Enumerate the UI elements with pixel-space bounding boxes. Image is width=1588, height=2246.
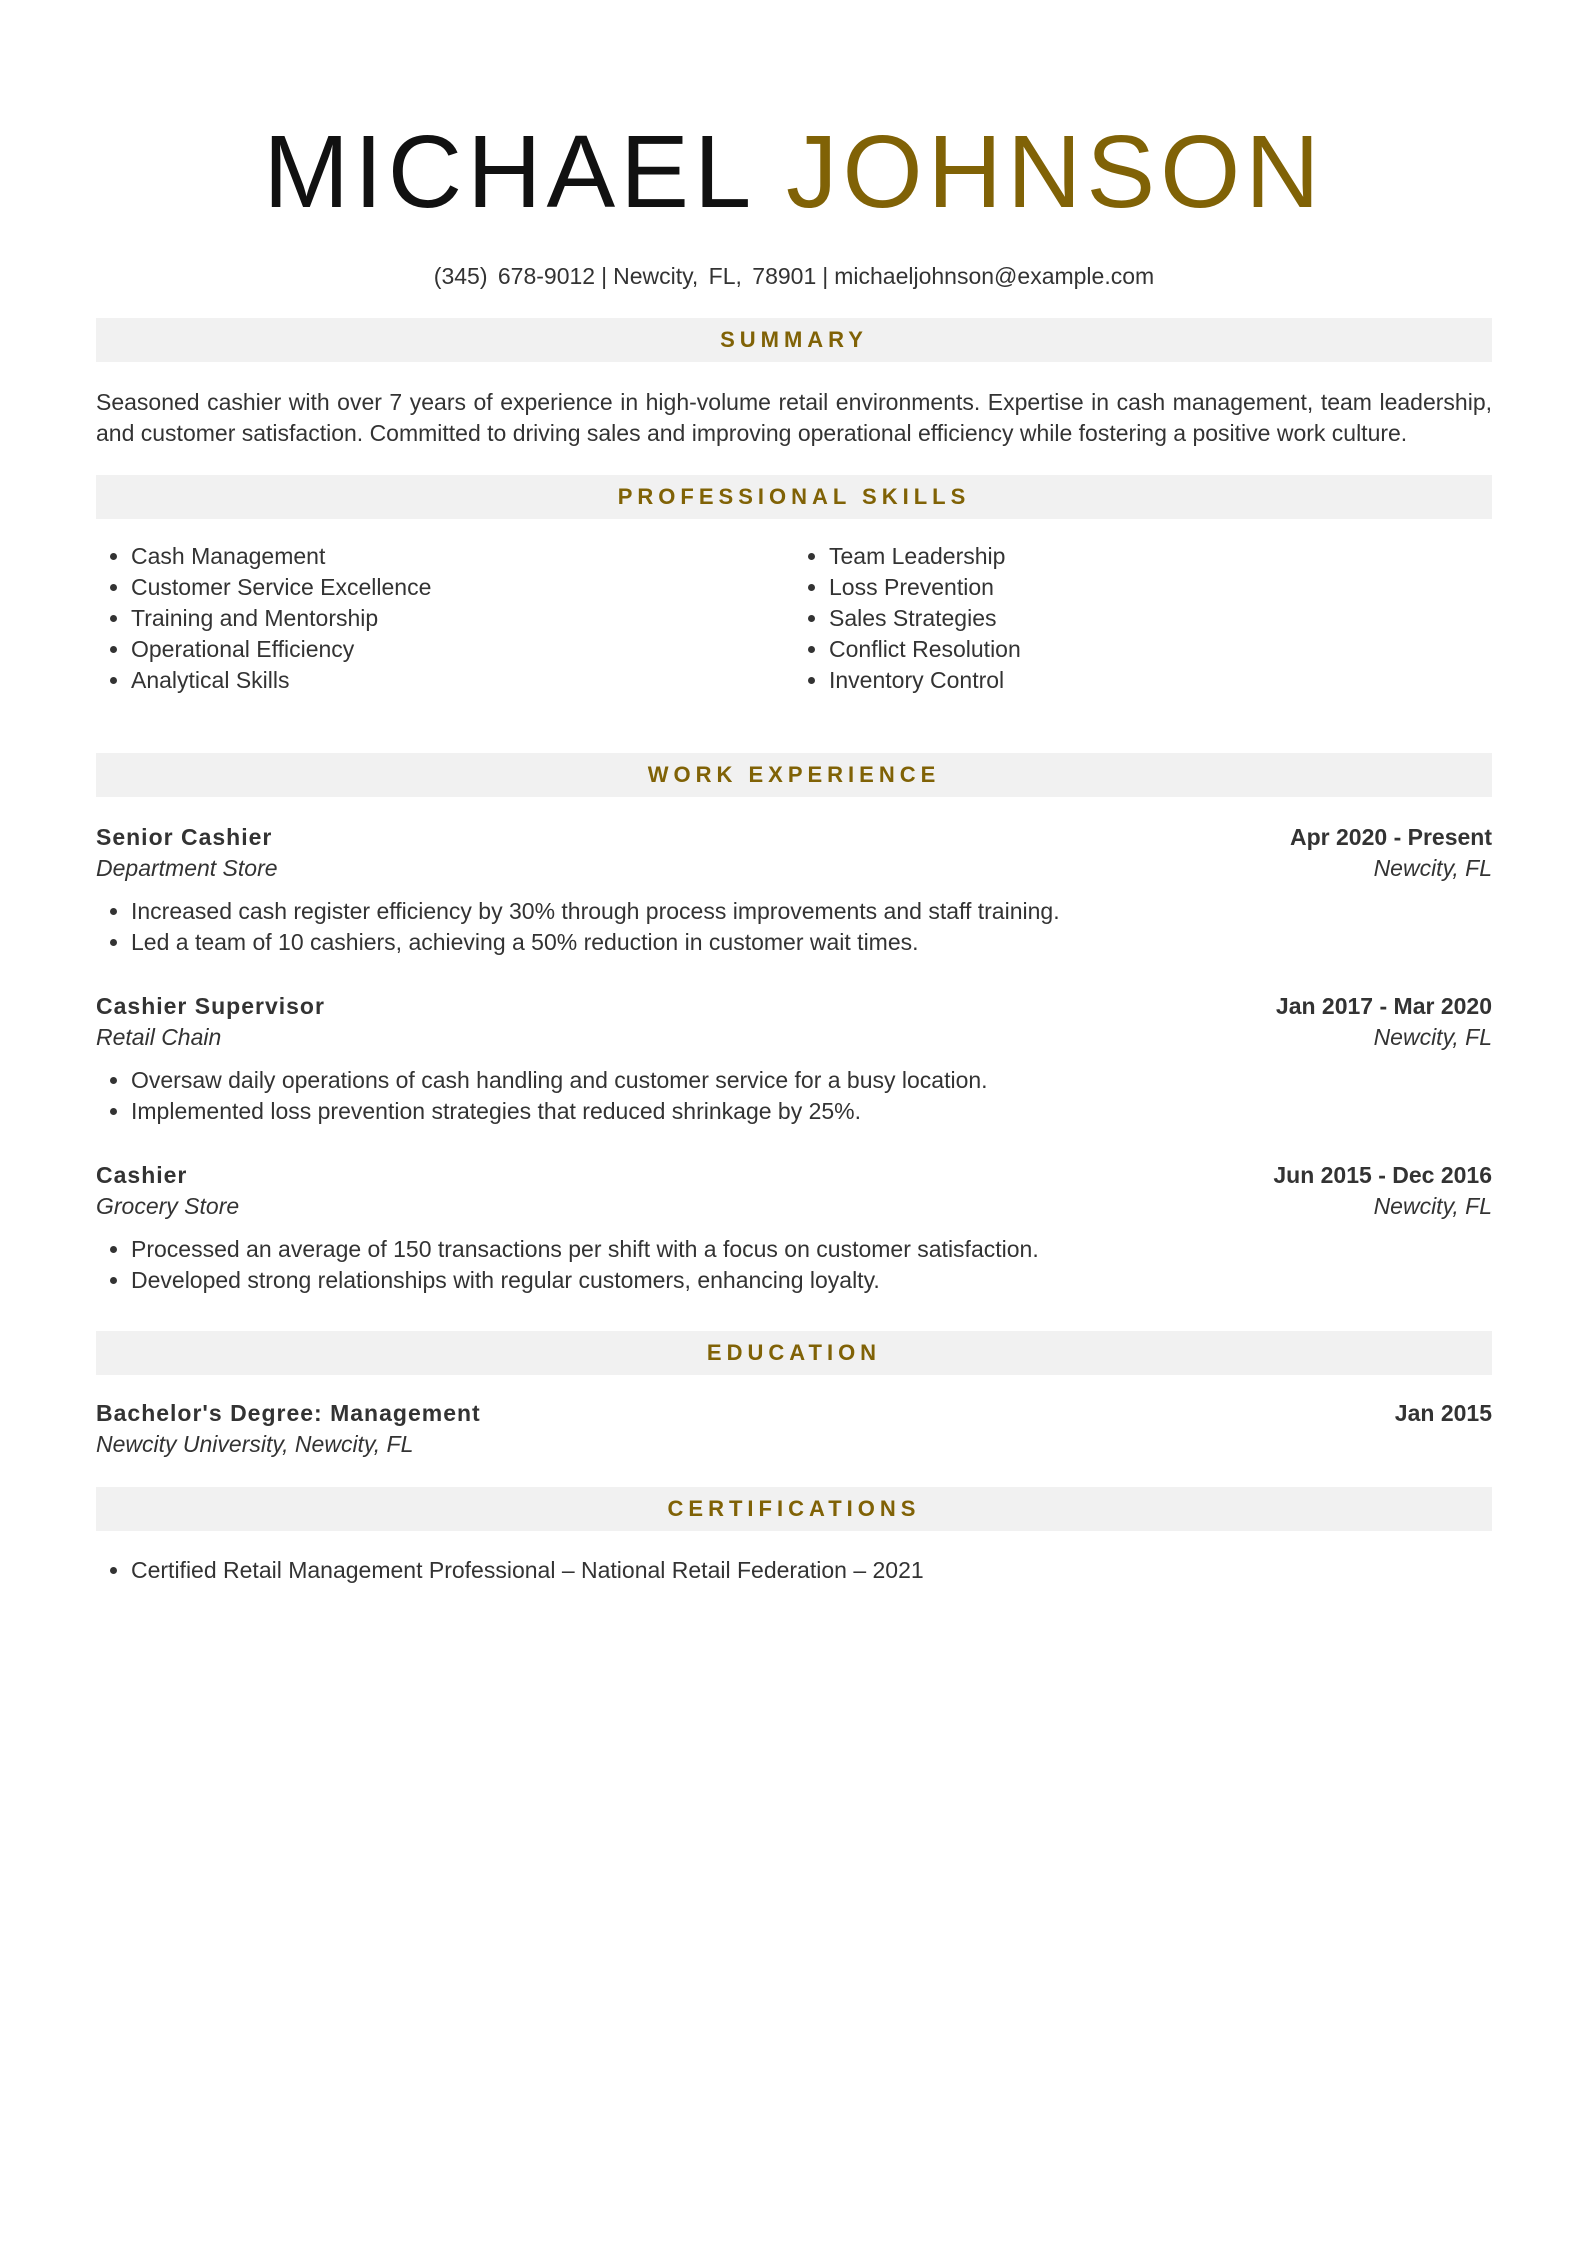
skill-item: • Sales Strategies (829, 603, 1492, 634)
candidate-name (96, 0, 1492, 229)
skill-item: • Training and Mentorship (131, 603, 794, 634)
skill-item: • Inventory Control (829, 665, 1492, 696)
school: Newcity University, Newcity, FL (96, 1431, 414, 1457)
skill-item: • Conflict Resolution (829, 634, 1492, 665)
job-title: Cashier (96, 1162, 188, 1188)
skill-item: • Analytical Skills (131, 665, 794, 696)
education-date: Jan 2015 (1394, 1400, 1492, 1426)
summary-heading: SUMMARY (96, 318, 1492, 362)
job-company: Department Store (96, 855, 278, 881)
last-name: JOHNSON (786, 114, 1325, 229)
job-title: Cashier Supervisor (96, 993, 325, 1019)
job-bullets (96, 1065, 1492, 1127)
skill-item: • Cash Management (131, 541, 794, 572)
degree: Bachelor's Degree: Management (96, 1400, 481, 1426)
phone: (345) 678-9012 (433, 263, 596, 289)
first-name: MICHAEL (263, 114, 753, 229)
job-bullet: • Led a team of 10 cashiers, achieving a 50% reduction in customer wait times. (131, 927, 1492, 958)
job-company: Retail Chain (96, 1024, 222, 1050)
skills-heading: PROFESSIONAL SKILLS (96, 475, 1492, 519)
job-bullet: • Increased cash register efficiency by 30% through process improvements and staff training. (131, 896, 1492, 927)
job-bullet: • Oversaw daily operations of cash handling and customer service for a busy location. (131, 1065, 1492, 1096)
job-dates: Apr 2020 - Present (1290, 824, 1492, 850)
job-bullet: • Processed an average of 150 transactions per shift with a focus on customer satisfaction. (131, 1234, 1492, 1265)
contact-line (96, 265, 1492, 288)
job-dates: Jan 2017 - Mar 2020 (1275, 993, 1492, 1019)
job-entry (96, 991, 1492, 1127)
skills-left-column (96, 541, 794, 696)
skill-item: • Loss Prevention (829, 572, 1492, 603)
education-entry (96, 1398, 1492, 1460)
skill-item: • Team Leadership (829, 541, 1492, 572)
contact-separator: | (822, 263, 829, 289)
job-bullet: • Developed strong relationships with regular customers, enhancing loyalty. (131, 1265, 1492, 1296)
skill-item: • Customer Service Excellence (131, 572, 794, 603)
work-experience-heading: WORK EXPERIENCE (96, 753, 1492, 797)
skills-right-column (794, 541, 1492, 696)
contact-separator: | (601, 263, 608, 289)
job-location: Newcity, FL (1373, 855, 1492, 881)
job-bullets (96, 1234, 1492, 1296)
job-dates: Jun 2015 - Dec 2016 (1273, 1162, 1492, 1188)
job-bullet: • Implemented loss prevention strategies that reduced shrinkage by 25%. (131, 1096, 1492, 1127)
certifications-heading: CERTIFICATIONS (96, 1487, 1492, 1531)
certifications-list (96, 1555, 1492, 1586)
job-company: Grocery Store (96, 1193, 240, 1219)
job-entry (96, 1160, 1492, 1296)
job-location: Newcity, FL (1373, 1024, 1492, 1050)
job-bullets (96, 896, 1492, 958)
certification-item: • Certified Retail Management Professional – National Retail Federation – 2021 (131, 1555, 1492, 1586)
job-entry (96, 822, 1492, 958)
job-location: Newcity, FL (1373, 1193, 1492, 1219)
summary-text: Seasoned cashier with over 7 years of experience in high-volume retail environments. Expertise in cash management, team leadership, and customer satisfaction. Committed to driving sales and improving operational efficiency while fostering a positive work culture. (96, 389, 1492, 446)
education-heading: EDUCATION (96, 1331, 1492, 1375)
skills-grid (96, 541, 1492, 696)
skill-item: • Operational Efficiency (131, 634, 794, 665)
email: michaeljohnson@example.com (834, 263, 1155, 289)
address: Newcity, FL, 78901 (613, 263, 817, 289)
job-title: Senior Cashier (96, 824, 273, 850)
